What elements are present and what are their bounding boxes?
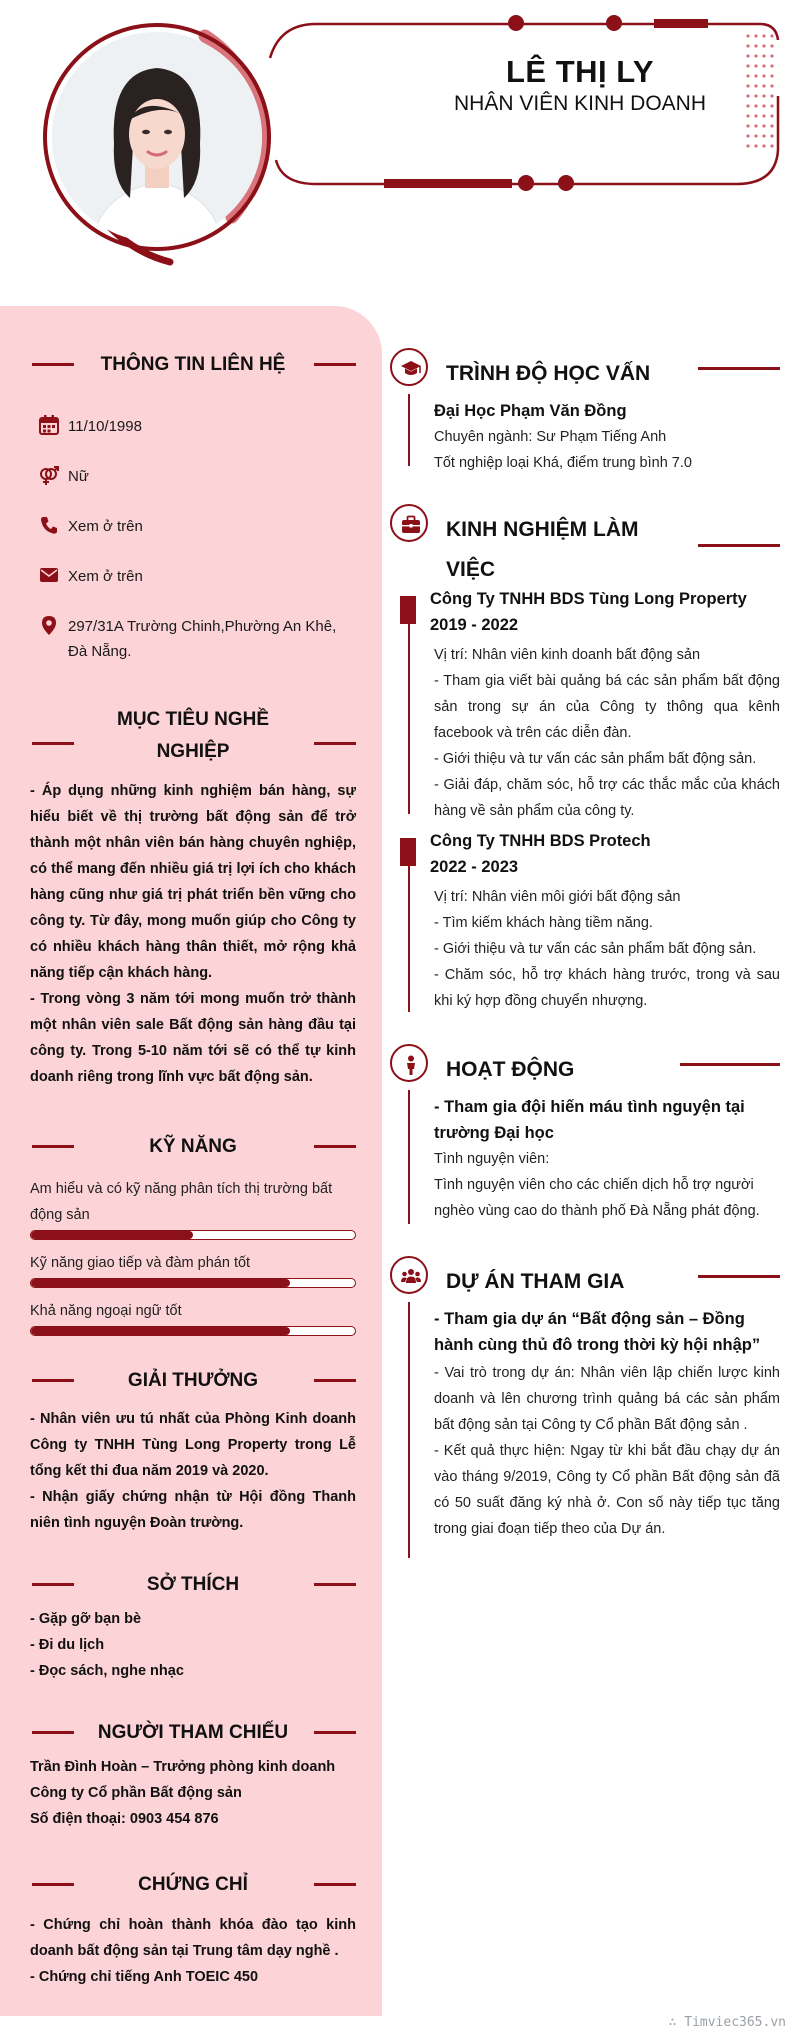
graduation-cap-icon (400, 358, 422, 380)
header (0, 0, 800, 300)
project-heading: - Tham gia dự án “Bất động sản – Đồng hành cùng thủ đô trong thời kỳ hội nhập” (434, 1310, 761, 1354)
contact-birthdate (38, 414, 358, 439)
skill-label: Am hiểu và có kỹ năng phân tích thị trường bất động sản (30, 1181, 333, 1223)
skills-heading (30, 1130, 356, 1164)
job-entry (430, 586, 780, 824)
experience-section (390, 504, 780, 1009)
job-duty: - Tham gia viết bài quảng bá các sản phẩm bất động sản trong sự án của Công ty thông qua kênh facebook và trên các diễn đàn. (434, 673, 780, 741)
experience-heading (390, 504, 780, 584)
experience-title-line2: VIỆC (446, 558, 496, 581)
phone-icon (38, 514, 60, 536)
school-name: Đại Học Phạm Văn Đồng (434, 402, 627, 420)
reference-line: Công ty Cổ phần Bất động sản (30, 1785, 242, 1801)
activity-role: Tình nguyện viên: (434, 1151, 550, 1167)
job-duty: - Giải đáp, chăm sóc, hỗ trợ các thắc mắc của khách hàng về sản phẩm của công ty. (434, 777, 780, 819)
contact-section (30, 348, 356, 382)
education-major: Chuyên ngành: Sư Phạm Tiếng Anh (434, 429, 667, 445)
activity-entry (434, 1094, 780, 1224)
activity-heading: - Tham gia đội hiến máu tình nguyện tại trường Đại học (434, 1098, 745, 1142)
references-heading (30, 1716, 356, 1750)
activity-description: Tình nguyện viên cho các chiến dịch hỗ trợ người nghèo vùng cao do thành phố Đà Nẵng phát động. (434, 1177, 760, 1219)
email-icon (38, 564, 60, 586)
project-result: - Kết quả thực hiện: Ngay từ khi bắt đầu chạy dự án vào tháng 9/2019, Công ty Cổ phần Bất động sản đã có 50 suất đăng ký nhà ở. Con số này tiếp tục tăng trong giai đoạn tiếp theo của Dự án. (434, 1443, 780, 1537)
objective-section (30, 702, 356, 1090)
certificate-item: - Chứng chỉ hoàn thành khóa đào tạo kinh doanh bất động sản tại Trung tâm dạy nghề . (30, 1917, 356, 1959)
projects-section (390, 1256, 780, 1537)
activities-title: HOẠT ĐỘNG (446, 1058, 575, 1081)
certificates-title: CHỨNG CHỈ (138, 1874, 248, 1895)
education-section (390, 348, 780, 471)
references-title: NGƯỜI THAM CHIẾU (97, 1722, 289, 1743)
hobby-item: - Đi du lịch (30, 1637, 105, 1653)
award-item: - Nhận giấy chứng nhận từ Hội đồng Thanh niên tình nguyện Đoàn trường. (30, 1489, 356, 1531)
skill-bar (30, 1278, 356, 1288)
project-entry (434, 1306, 780, 1542)
contact-gender (38, 464, 358, 489)
awards-section (30, 1364, 356, 1536)
left-column (0, 306, 382, 2016)
skill-bar (30, 1326, 356, 1336)
candidate-job-title: NHÂN VIÊN KINH DOANH (453, 92, 707, 115)
address-text: 297/31A Trường Chinh,Phường An Khê, Đà Nẵng. (68, 618, 337, 660)
objective-paragraph-2: - Trong vòng 3 năm tới mong muốn trở thành một nhân viên sale Bất động sản hàng đầu tại công ty. Trong 5-10 năm tới sẽ có thể tự kinh doanh riêng trong lĩnh vực bất động sản. (30, 991, 356, 1085)
objective-heading (30, 702, 356, 770)
hobbies-section (30, 1568, 356, 1684)
gender-icon (38, 464, 60, 486)
projects-heading (390, 1256, 780, 1296)
hobbies-title: SỞ THÍCH (146, 1574, 240, 1595)
objective-title-line2: NGHIỆP (156, 741, 230, 762)
contact-phone (38, 514, 358, 539)
award-item: - Nhân viên ưu tú nhất của Phòng Kinh doanh Công ty TNHH Tùng Long Property trong Lễ tổng kết thi đua năm 2019 và 2020. (30, 1411, 356, 1479)
contact-heading (30, 348, 356, 382)
education-grade: Tốt nghiệp loại Khá, điểm trung bình 7.0 (434, 455, 692, 471)
reference-line: Số điện thoại: 0903 454 876 (30, 1811, 219, 1827)
job-duty: - Tìm kiếm khách hàng tiềm năng. (434, 915, 653, 931)
skills-title: KỸ NĂNG (149, 1136, 237, 1157)
person-icon (400, 1054, 422, 1076)
hobbies-list (30, 1606, 356, 1684)
job-company: Công Ty TNHH BDS Protech (430, 832, 651, 850)
profile-photo (52, 32, 262, 242)
portrait-photo-icon (52, 32, 262, 242)
phone-text[interactable]: Xem ở trên (68, 518, 143, 535)
watermark: ∴ Timviec365.vn (668, 2015, 786, 2030)
job-position: Vị trí: Nhân viên môi giới bất động sản (434, 889, 681, 905)
activities-section (390, 1044, 780, 1219)
birthdate-text: 11/10/1998 (68, 418, 142, 435)
activities-heading (390, 1044, 780, 1084)
reference-line: Trần Đình Hoàn – Trưởng phòng kinh doanh (30, 1759, 336, 1775)
education-details (434, 398, 780, 476)
contact-title: THÔNG TIN LIÊN HỆ (100, 354, 286, 375)
certificate-item: - Chứng chỉ tiếng Anh TOEIC 450 (30, 1969, 259, 1985)
job-duty: - Giới thiệu và tư vấn các sản phẩm bất động sản. (434, 941, 757, 957)
certificates-heading (30, 1868, 356, 1902)
hobby-item: - Gặp gỡ bạn bè (30, 1611, 142, 1627)
hobbies-heading (30, 1568, 356, 1602)
team-icon (400, 1266, 422, 1288)
skills-section (30, 1130, 356, 1346)
briefcase-icon (400, 514, 422, 536)
skill-bar-fill (31, 1327, 290, 1335)
contact-email (38, 564, 358, 589)
candidate-name: LÊ THỊ LY (505, 54, 655, 89)
contact-address (38, 614, 338, 664)
job-period: 2019 - 2022 (430, 616, 519, 634)
references-list (30, 1754, 356, 1832)
awards-title: GIẢI THƯỞNG (127, 1370, 259, 1391)
project-role: - Vai trò trong dự án: Nhân viên lập chiến lược kinh doanh và lên chương trình quảng bá các sản phẩm bất động sản tại Công ty Cổ phần Bất động sản . (434, 1365, 780, 1433)
objective-title-line1: MỤC TIÊU NGHỀ (117, 709, 269, 730)
projects-title: DỰ ÁN THAM GIA (446, 1270, 625, 1293)
education-title: TRÌNH ĐỘ HỌC VẤN (446, 362, 651, 385)
skill-label: Khả năng ngoại ngữ tốt (30, 1303, 182, 1319)
hobby-item: - Đọc sách, nghe nhạc (30, 1663, 184, 1679)
calendar-icon (38, 414, 60, 436)
skill-bar-fill (31, 1279, 290, 1287)
job-marker (400, 596, 416, 624)
email-text[interactable]: Xem ở trên (68, 568, 143, 585)
skill-bar (30, 1230, 356, 1240)
job-company: Công Ty TNHH BDS Tùng Long Property (430, 590, 747, 608)
education-heading (390, 348, 780, 388)
job-position: Vị trí: Nhân viên kinh doanh bất động sản (434, 647, 701, 663)
awards-heading (30, 1364, 356, 1398)
job-period: 2022 - 2023 (430, 858, 519, 876)
job-marker (400, 838, 416, 866)
certificates-section (30, 1868, 356, 1990)
skill-label: Kỹ năng giao tiếp và đàm phán tốt (30, 1255, 251, 1271)
location-icon (38, 614, 60, 636)
job-duty: - Chăm sóc, hỗ trợ khách hàng trước, trong và sau khi ký hợp đồng chuyển nhượng. (434, 967, 780, 1009)
skill-bar-fill (31, 1231, 193, 1239)
objective-paragraph-1: - Áp dụng những kinh nghiệm bán hàng, sự hiểu biết về thị trường bất động sản để trở thành một nhân viên bán hàng chuyên nghiệp, có thể mang đến nhiều giá trị lợi ích cho khách hàng cũng như giá trị phát triển bền vững cho công ty. Từ đây, mong muốn giúp cho Công ty có nhiều khách hàng thân thiết, mở rộng khả năng tiếp cận khách hàng. (30, 783, 356, 981)
skills-list (30, 1176, 356, 1336)
experience-title-line1: KINH NGHIỆM LÀM (446, 518, 639, 541)
job-duty: - Giới thiệu và tư vấn các sản phẩm bất động sản. (434, 751, 757, 767)
job-entry (430, 828, 780, 1014)
gender-text: Nữ (68, 468, 89, 485)
references-section (30, 1716, 356, 1832)
